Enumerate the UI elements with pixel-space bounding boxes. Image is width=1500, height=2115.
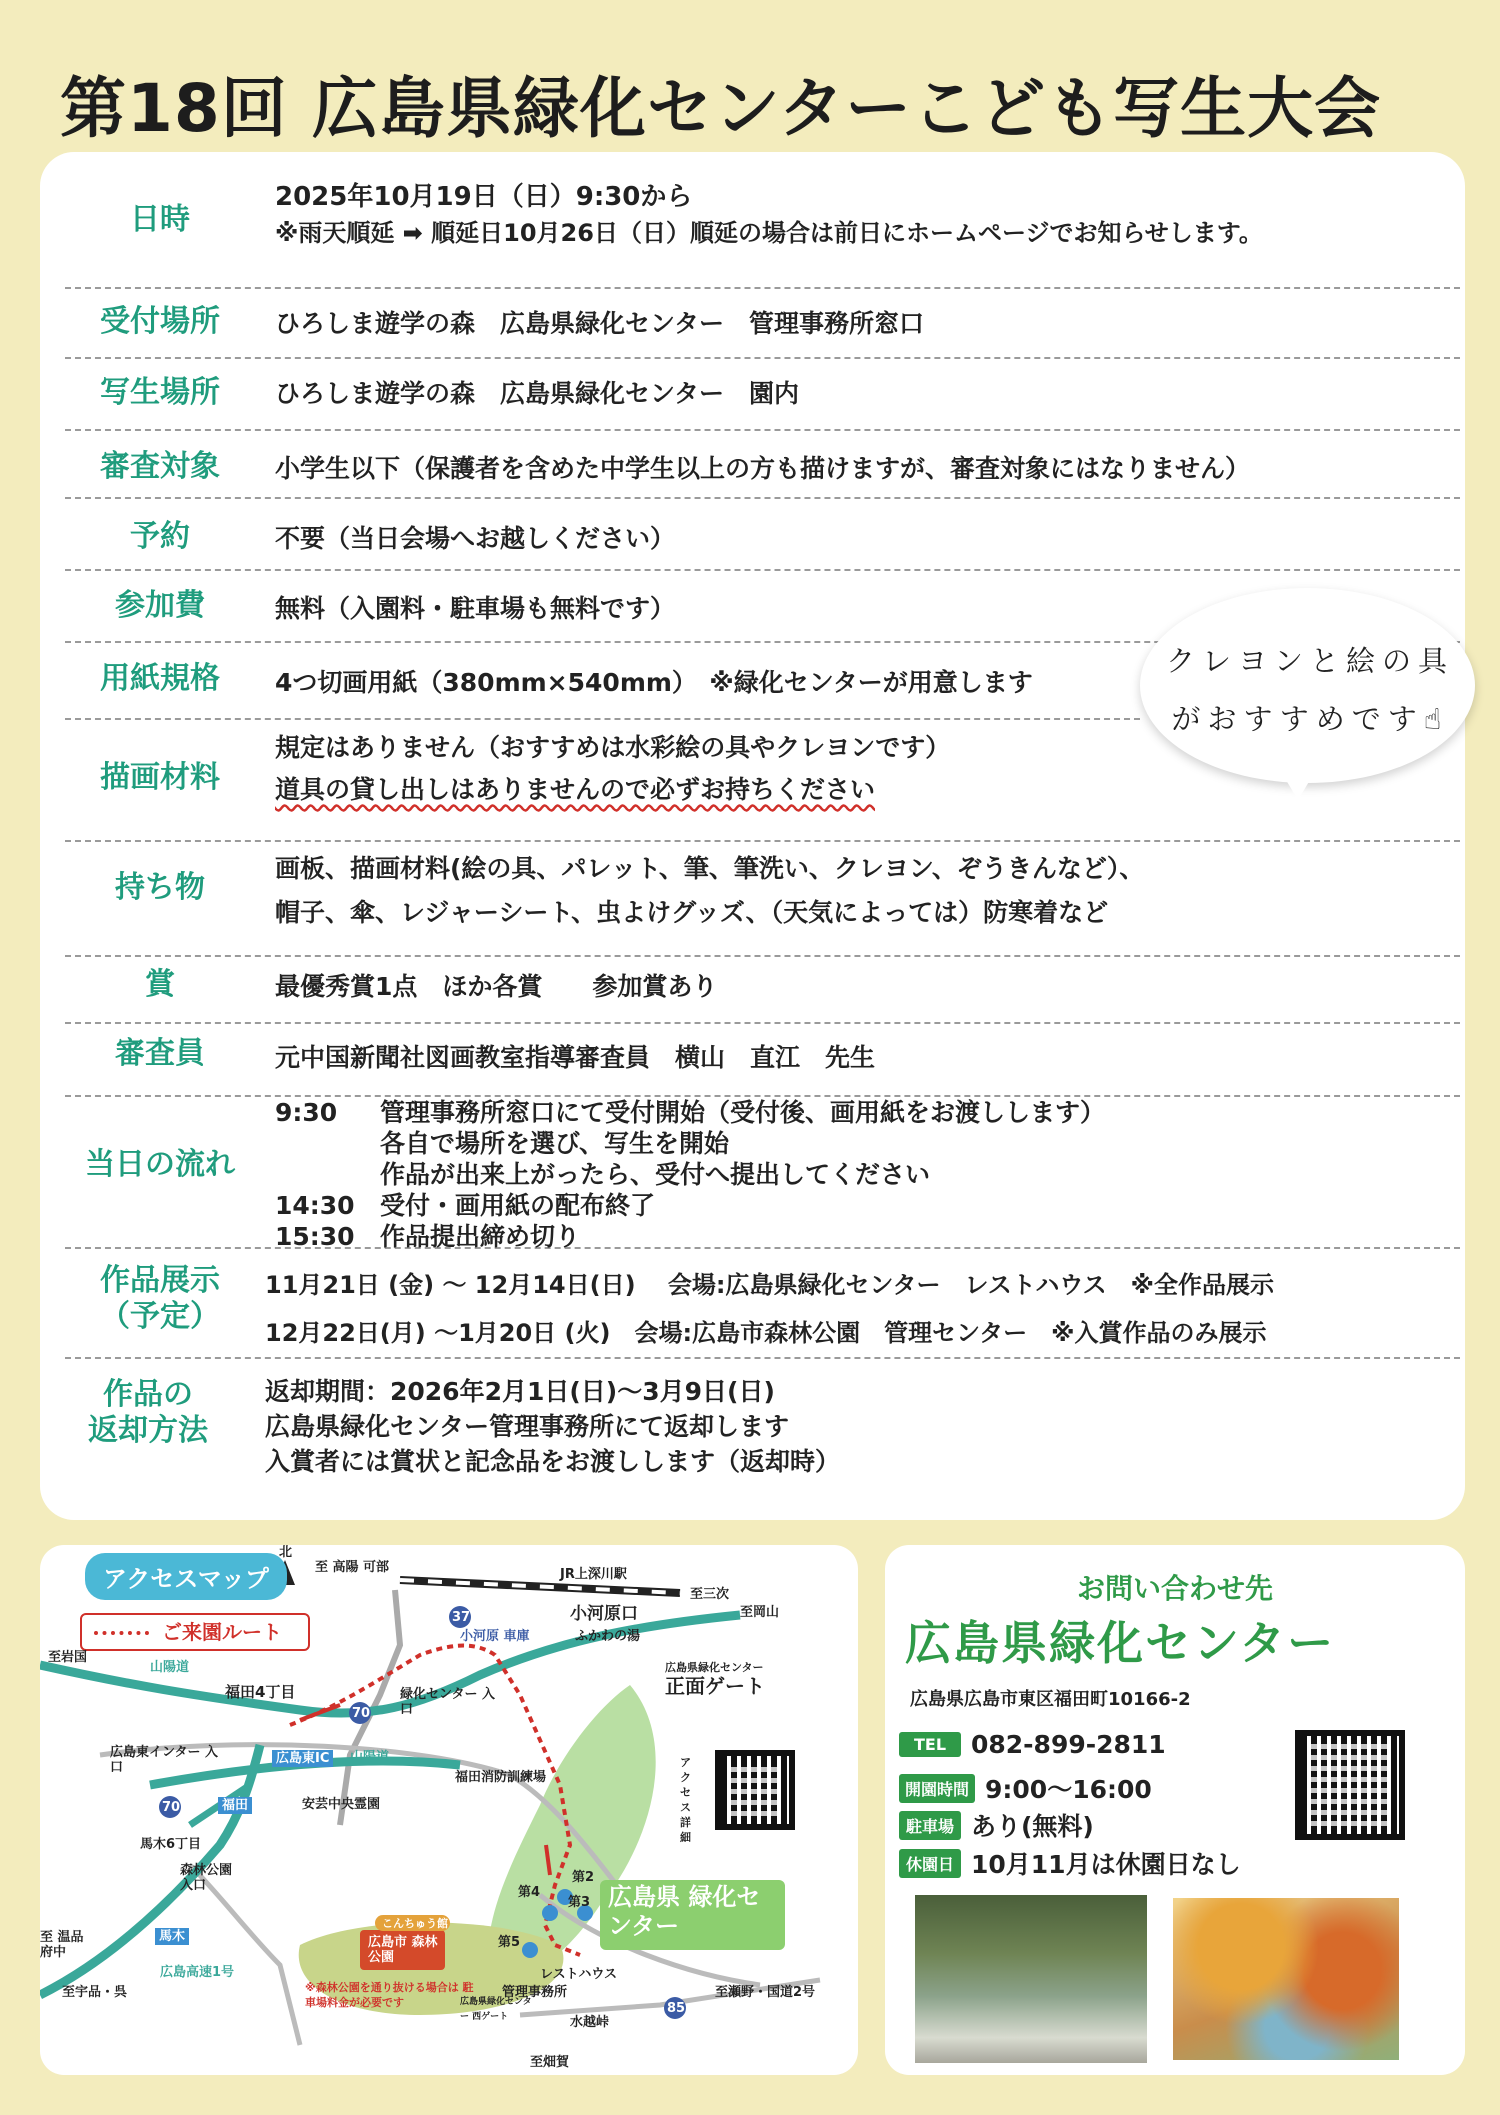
- row-awards: [65, 957, 1460, 1024]
- row-label: 持ち物: [115, 870, 205, 905]
- map-label: ※森林公園を通り抜ける場合は 駐車場料金が必要です: [305, 1981, 474, 2009]
- row-label: 審査員: [115, 1036, 205, 1071]
- map-label: 水越峠: [570, 2015, 610, 2030]
- row-return: [65, 1359, 1460, 1499]
- hours-tag: 開園時間: [899, 1774, 975, 1803]
- map-label: 第3: [568, 1895, 591, 1910]
- speech-bubble-tail: [1280, 770, 1316, 800]
- contact-hours: 開園時間 9:00～16:00: [899, 1770, 1152, 1806]
- row-content: 返却期間：2026年2月1日(日)～3月9日(日) 広島県緑化センター管理事務所にて返却します 入賞者には賞状と記念品をお渡しします（返却時）: [265, 1377, 841, 1476]
- row-label: 受付場所: [100, 304, 220, 339]
- row-content: [275, 1097, 1450, 1252]
- map-label: 広島県緑化センター: [665, 1661, 764, 1674]
- row-paper: [65, 643, 1140, 720]
- map-label: 馬木6丁目: [140, 1837, 202, 1852]
- map-label: 小河原 車庫: [460, 1629, 530, 1644]
- schedule-item: 9:30 管理事務所窓口にて受付開始（受付後、画用紙をお渡しします）: [275, 1098, 1106, 1127]
- row-label: 用紙規格: [100, 661, 220, 696]
- row-label: 日時: [130, 202, 190, 237]
- contact-address: 広島県広島市東区福田町10166-2: [910, 1689, 1191, 1710]
- contact-heading: お問い合わせ先: [1076, 1572, 1273, 1605]
- row-exhibition: [65, 1249, 1460, 1359]
- access-qr-code[interactable]: [715, 1750, 795, 1830]
- map-label: 山陽道: [150, 1660, 190, 1675]
- row-content: 11月21日 (金) ～ 12月14日(日) 会場:広島県緑化センター レストハウス ※全作品展示 12月22日(月) ～1月20日 (火) 会場:広島市森林公園 管理センター ※入賞作品のみ展示: [265, 1271, 1274, 1347]
- tel-tag: TEL: [899, 1732, 961, 1757]
- map-label: 福田4丁目: [225, 1683, 296, 1701]
- route-number: 37: [452, 1610, 471, 1625]
- access-map: [40, 1545, 858, 2075]
- north-label: 北: [279, 1545, 293, 1560]
- parking-tag: 駐車場: [899, 1811, 961, 1840]
- map-label: 至畑賀: [530, 2055, 570, 2070]
- map-label: 緑化センター 入口: [400, 1687, 496, 1717]
- row-content: 画板、描画材料(絵の具、パレット、筆、筆洗い、クレヨン、ぞうきんなど）、 帽子、傘、レジャーシート、虫よけグッズ、（天気によっては）防寒着など: [275, 854, 1145, 927]
- row-content: ひろしま遊学の森 広島県緑化センター 管理事務所窓口: [275, 309, 925, 338]
- map-label: 至岡山: [740, 1605, 780, 1620]
- row-content: 小学生以下（保護者を含めた中学生以上の方も描けますが、審査対象にはなりません）: [275, 454, 1251, 483]
- tel-number[interactable]: 082-899-2811: [971, 1730, 1166, 1759]
- map-label: 至宇品・呉: [62, 1985, 128, 2000]
- row-content: 不要（当日会場へお越しください）: [275, 524, 676, 553]
- map-label: 管理事務所: [502, 1985, 568, 2000]
- map-label: 広島東IC: [272, 1750, 333, 1767]
- map-label: アクセス詳細: [680, 1756, 691, 1844]
- speech-bubble-text: クレヨンと絵の具 がおすすめです☝: [1165, 644, 1454, 736]
- row-label: 審査対象: [100, 449, 220, 484]
- map-label: 山陽道: [350, 1750, 390, 1765]
- row-judge: [65, 1024, 1460, 1097]
- map-label: 福田: [218, 1797, 252, 1814]
- row-content: 無料（入園料・駐車場も無料です）: [275, 594, 676, 623]
- contact-qr-code[interactable]: [1295, 1730, 1405, 1840]
- schedule-item: 15:30 作品提出締め切り: [275, 1222, 581, 1251]
- map-label: こんちゅう館: [382, 1917, 448, 1930]
- map-label: JR上深川駅: [560, 1567, 627, 1582]
- map-label: 第4: [518, 1885, 541, 1900]
- contact-parking: 駐車場 あり(無料): [899, 1807, 1094, 1843]
- map-label: 第2: [572, 1870, 595, 1885]
- contact-closed: 休園日 10月11月は休園日なし: [899, 1845, 1241, 1881]
- sample-painting: [1170, 1895, 1402, 2063]
- row-label: 予約: [130, 519, 190, 554]
- row-label: 当日の流れ: [85, 1147, 235, 1182]
- row-content: 4つ切画用紙（380mm×540mm） ※緑化センターが用意します: [275, 668, 1033, 697]
- route-number: 85: [667, 2001, 686, 2016]
- schedule-item: 作品が出来上がったら、受付へ提出してください: [380, 1160, 931, 1189]
- route-legend: ご来園ルート: [80, 1613, 310, 1651]
- schedule-item: 各自で場所を選び、写生を開始: [380, 1129, 730, 1158]
- schedule-item: 14:30 受付・画用紙の配布終了: [275, 1191, 656, 1220]
- row-schedule: [65, 1097, 1460, 1249]
- map-label: 至 温品 府中: [40, 1930, 84, 1960]
- row-belongings: [65, 842, 1460, 957]
- row-content: 元中国新聞社図画教室指導審査員 横山 直江 先生: [275, 1043, 876, 1072]
- row-datetime: [65, 172, 1460, 289]
- row-eligibility: [65, 431, 1460, 499]
- map-label: 広島東インター 入口: [110, 1745, 219, 1775]
- map-label: 馬木: [155, 1928, 189, 1945]
- map-label: 至瀬野・国道2号: [715, 1985, 816, 2000]
- row-label: 作品展示 （予定）: [100, 1263, 220, 1334]
- row-sketch-place: [65, 359, 1460, 431]
- map-label: 広島県 緑化センター: [608, 1883, 761, 1940]
- row-content: 規定はありません（おすすめは水彩絵の具やクレヨンです） 道具の貸し出しはありませんので必ずお持ちください: [275, 730, 1450, 808]
- map-title: アクセスマップ: [85, 1553, 287, 1600]
- row-label: 作品の 返却方法: [88, 1377, 208, 1448]
- map-label: 小河原口: [570, 1604, 638, 1624]
- row-content: 最優秀賞1点 ほか各賞 参加賞あり: [275, 972, 718, 1001]
- contact-box: [885, 1545, 1465, 2075]
- map-label: 広島高速1号: [160, 1965, 235, 1980]
- map-label: 至三次: [690, 1587, 730, 1602]
- map-label: ふかわの湯: [575, 1629, 641, 1644]
- map-label: 安芸中央霊園: [302, 1797, 381, 1812]
- map-label: レストハウス: [540, 1967, 617, 1982]
- map-label: 広島県緑化センター 西ゲート: [460, 1997, 532, 2022]
- row-reservation: [65, 499, 1460, 571]
- map-label: 正面ゲート: [665, 1674, 765, 1698]
- park-photo: [915, 1895, 1147, 2063]
- page-title: 第18回 広島県緑化センターこども写生大会: [60, 70, 1382, 147]
- contact-tel: [899, 1730, 1166, 1759]
- map-label: 至岩国: [48, 1650, 88, 1665]
- map-label: 福田消防訓練場: [455, 1770, 547, 1785]
- contact-name: 広島県緑化センター: [905, 1616, 1336, 1670]
- map-label: 森林公園 入口: [180, 1863, 233, 1893]
- map-label: 至 高陽 可部: [315, 1560, 390, 1575]
- row-label: 参加費: [115, 588, 205, 623]
- row-content: 2025年10月19日（日）9:30から ※雨天順延 ➡ 順延日10月26日（日）順延の場合は前日にホームページでお知らせします。: [275, 182, 1263, 247]
- row-content: ひろしま遊学の森 広島県緑化センター 園内: [275, 379, 800, 408]
- route-number: 70: [162, 1800, 181, 1815]
- map-label: 第5: [498, 1935, 521, 1950]
- warning-text: 道具の貸し出しはありませんので必ずお持ちください: [275, 775, 876, 804]
- row-label: 賞: [145, 967, 175, 1002]
- map-label: 広島市 森林公園: [368, 1935, 438, 1965]
- row-label: 写生場所: [100, 375, 220, 410]
- row-label: 描画材料: [100, 760, 220, 795]
- closed-tag: 休園日: [899, 1849, 961, 1878]
- row-reception: [65, 289, 1460, 359]
- route-number: 70: [352, 1706, 371, 1721]
